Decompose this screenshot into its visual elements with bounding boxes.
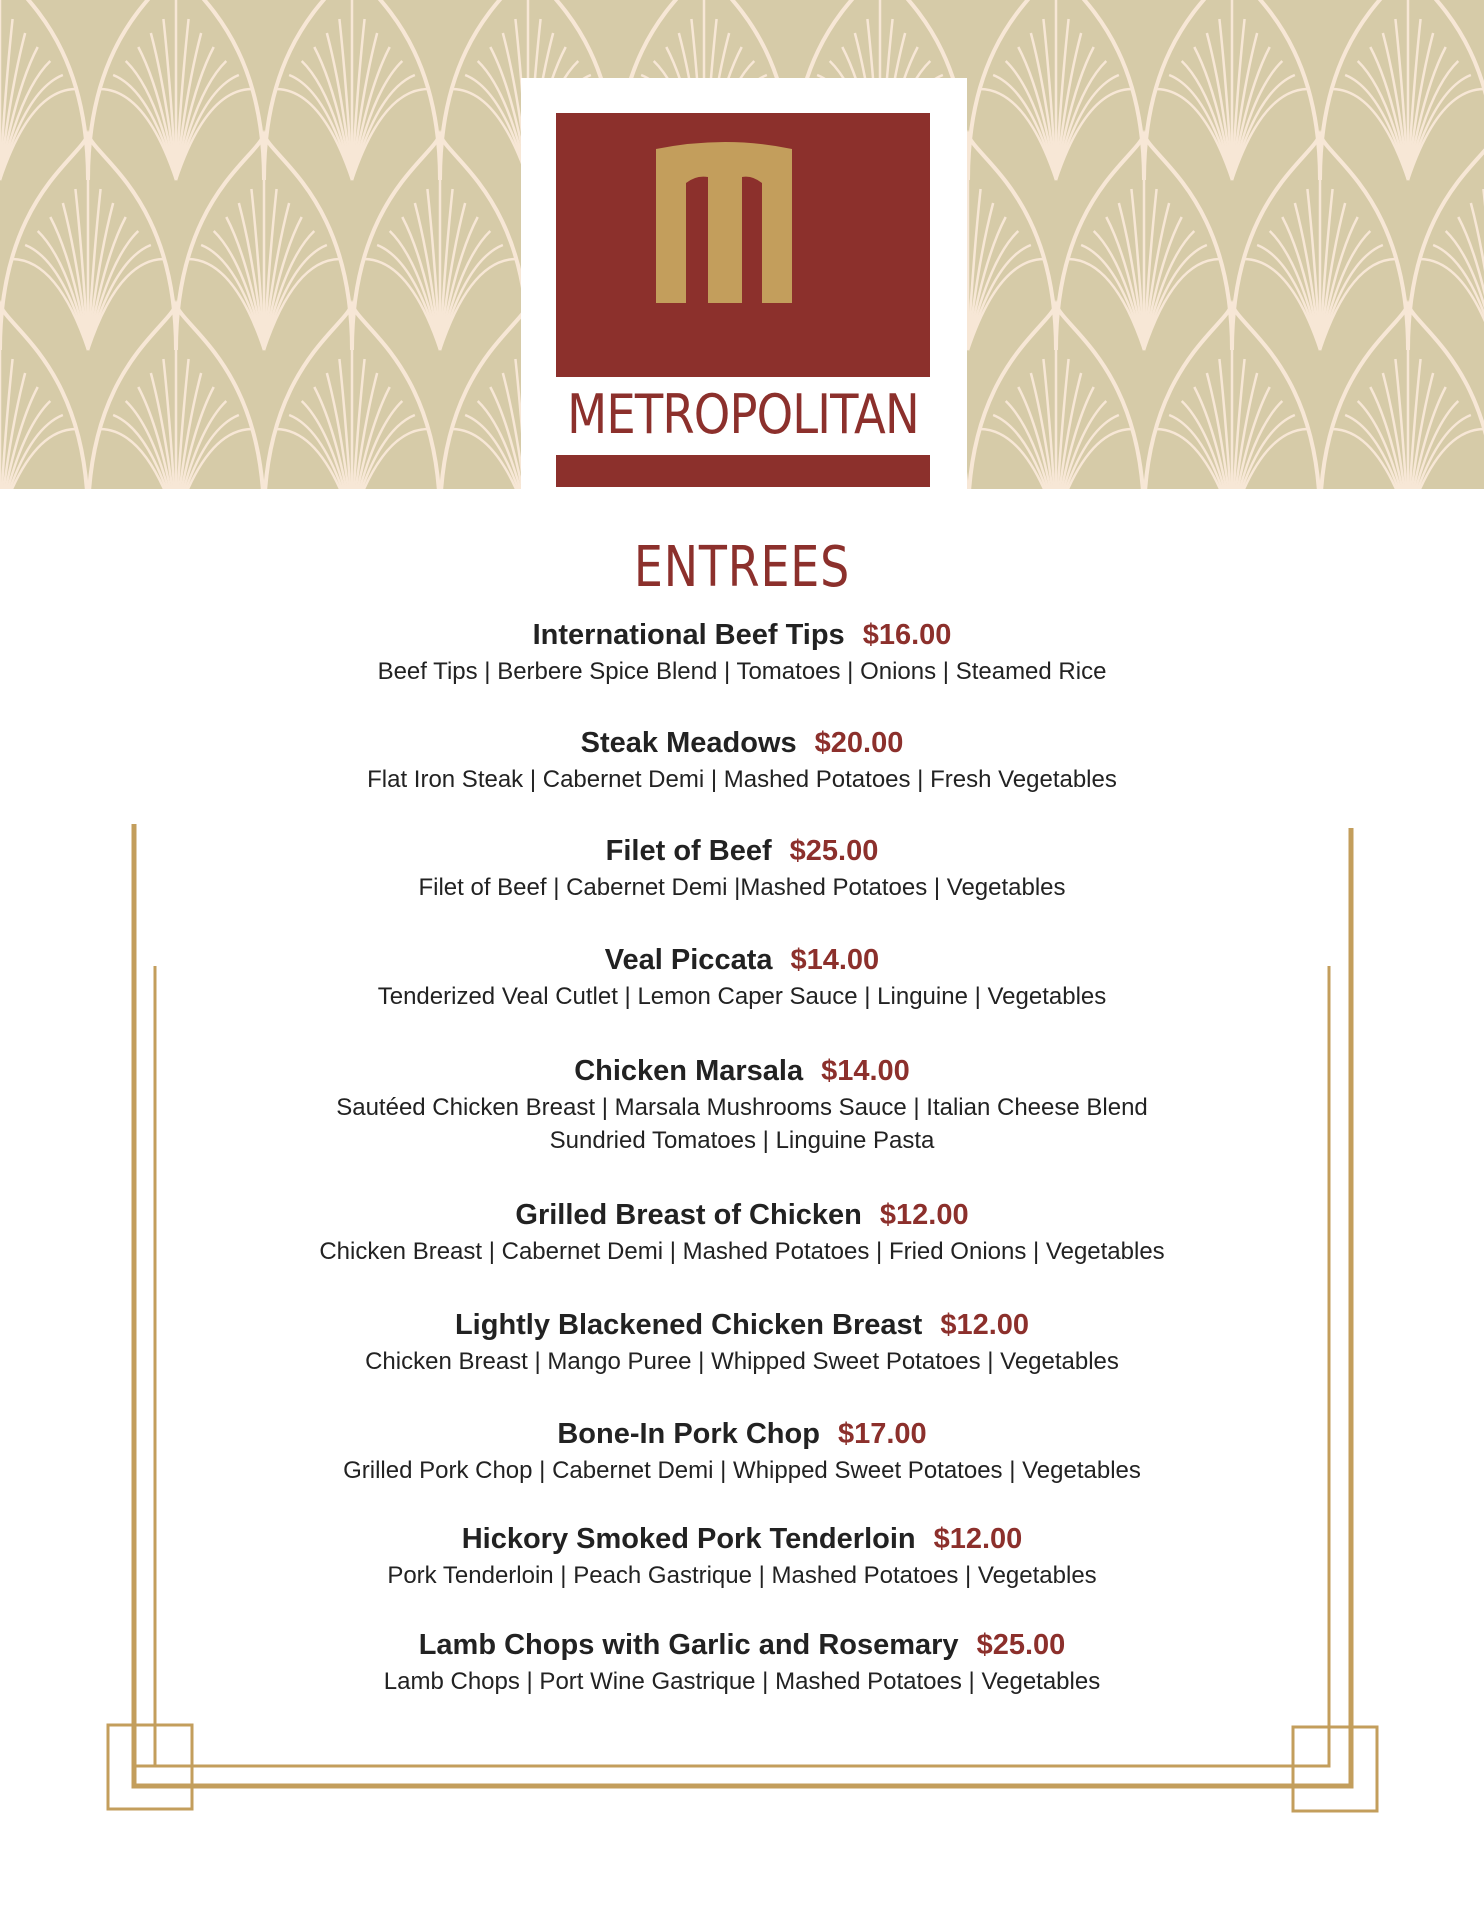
- item-description: Lamb Chops | Port Wine Gastrique | Mashed Potatoes | Vegetables: [383, 1668, 1101, 1695]
- item-name: Chicken Marsala: [574, 1055, 804, 1087]
- section-title: ENTREES: [633, 535, 851, 600]
- item-name: Hickory Smoked Pork Tenderloin: [461, 1523, 916, 1555]
- restaurant-name: METROPOLITAN: [567, 382, 919, 446]
- fan-motif: [0, 135, 176, 350]
- menu-item: [0, 725, 1484, 796]
- item-description: Beef Tips | Berbere Spice Blend | Tomatoes | Onions | Steamed Rice: [377, 658, 1107, 685]
- menu-item: [0, 1627, 1484, 1698]
- item-description: Filet of Beef | Cabernet Demi |Mashed Potatoes | Vegetables: [418, 874, 1066, 901]
- fan-motif: [1056, 135, 1232, 350]
- item-name: International Beef Tips: [532, 619, 845, 651]
- item-price: $14.00: [790, 944, 880, 976]
- item-description: Sundried Tomatoes | Linguine Pasta: [549, 1127, 935, 1154]
- menu-item: [0, 833, 1484, 904]
- menu-item: [0, 1521, 1484, 1592]
- item-description: Sautéed Chicken Breast | Marsala Mushrooms Sauce | Italian Cheese Blend: [336, 1094, 1148, 1121]
- fan-motif: [1144, 0, 1320, 180]
- item-price: $14.00: [821, 1055, 910, 1087]
- menu-item: [0, 617, 1484, 688]
- item-price: $20.00: [814, 727, 904, 759]
- fan-motif: [176, 135, 352, 350]
- logo-bar: [556, 455, 930, 487]
- item-name: Filet of Beef: [605, 835, 772, 867]
- m-monogram-icon: [556, 113, 930, 377]
- item-description: Chicken Breast | Cabernet Demi | Mashed Potatoes | Fried Onions | Vegetables: [319, 1238, 1165, 1265]
- logo-emblem: [556, 113, 930, 377]
- fan-motif: [0, 305, 88, 489]
- fan-motif: [1320, 0, 1484, 180]
- item-name: Grilled Breast of Chicken: [515, 1199, 862, 1231]
- menu-item: [0, 1416, 1484, 1487]
- menu-item: [0, 1307, 1484, 1378]
- fan-motif: [352, 135, 528, 350]
- item-description: Tenderized Veal Cutlet | Lemon Caper Sauce | Linguine | Vegetables: [377, 983, 1107, 1010]
- item-price: $12.00: [933, 1523, 1023, 1555]
- item-name: Bone-In Pork Chop: [557, 1418, 820, 1450]
- item-name: Lamb Chops with Garlic and Rosemary: [418, 1629, 959, 1661]
- item-name: Steak Meadows: [580, 727, 797, 759]
- item-price: $17.00: [837, 1418, 927, 1450]
- item-description: Chicken Breast | Mango Puree | Whipped Sweet Potatoes | Vegetables: [365, 1348, 1119, 1375]
- fan-motif: [1232, 135, 1408, 350]
- fan-motif: [88, 0, 264, 180]
- fan-motif: [1144, 305, 1320, 489]
- item-name: Veal Piccata: [604, 944, 773, 976]
- menu-item: [0, 942, 1484, 1013]
- menu-item: [0, 1053, 1484, 1157]
- item-price: $25.00: [976, 1629, 1066, 1661]
- fan-motif: [88, 305, 264, 489]
- item-description: Grilled Pork Chop | Cabernet Demi | Whipped Sweet Potatoes | Vegetables: [343, 1457, 1141, 1484]
- fan-motif: [264, 305, 440, 489]
- menu-section: [0, 536, 1484, 600]
- item-price: $25.00: [789, 835, 879, 867]
- item-price: $12.00: [940, 1309, 1030, 1341]
- item-description: Flat Iron Steak | Cabernet Demi | Mashed Potatoes | Fresh Vegetables: [367, 766, 1117, 793]
- item-price: $16.00: [862, 619, 952, 651]
- menu-item: [0, 1197, 1484, 1268]
- item-description: Pork Tenderloin | Peach Gastrique | Mashed Potatoes | Vegetables: [387, 1562, 1097, 1589]
- item-price: $12.00: [879, 1199, 969, 1231]
- fan-motif: [968, 305, 1144, 489]
- fan-motif: [1320, 305, 1484, 489]
- item-name: Lightly Blackened Chicken Breast: [454, 1309, 923, 1341]
- fan-motif: [264, 0, 440, 180]
- fan-motif: [968, 0, 1144, 180]
